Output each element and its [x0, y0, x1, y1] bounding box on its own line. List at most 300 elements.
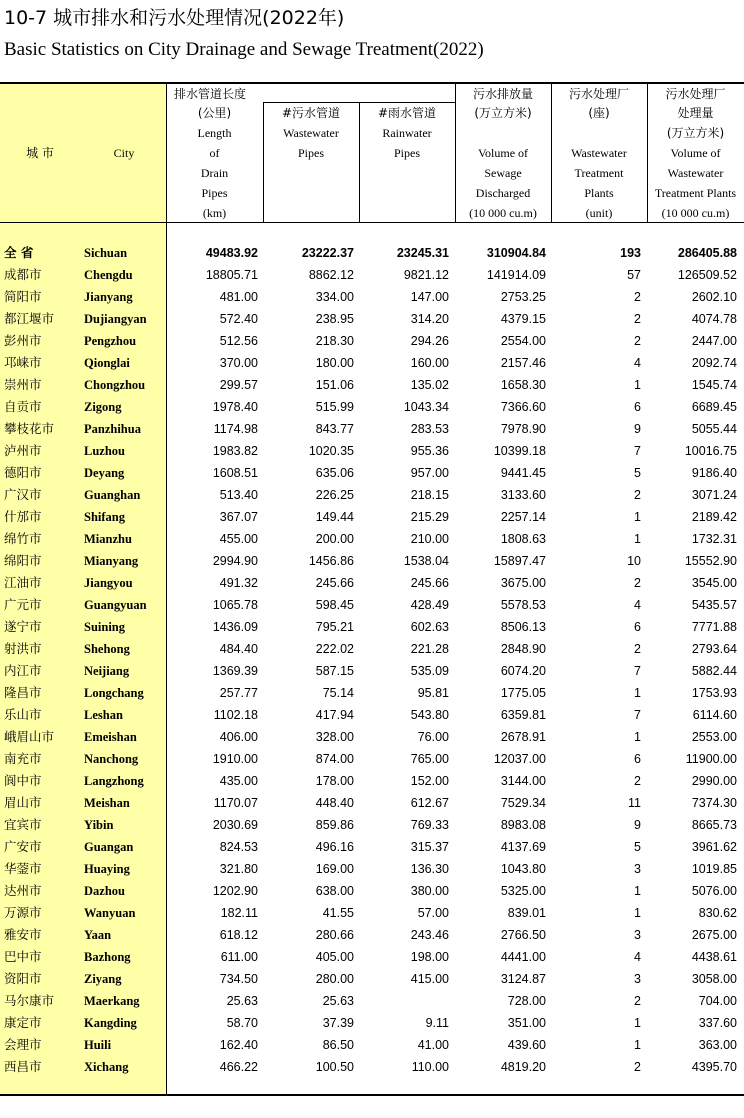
- treatment-plants-value: 2: [634, 312, 641, 326]
- drain-length-value: 162.40: [219, 1038, 258, 1052]
- city-name-cn: 西昌市: [4, 1059, 42, 1074]
- header-treated-en-2: Wastewater: [667, 166, 724, 180]
- wastewater-pipes-value: 75.14: [322, 686, 354, 700]
- treatment-plants-value: 57: [627, 268, 641, 282]
- treated-volume-value: 2602.10: [691, 290, 737, 304]
- treated-volume-value: 2990.00: [691, 774, 737, 788]
- sewage-discharged-value: 12037.00: [493, 752, 546, 766]
- treated-volume-value: 4395.70: [691, 1060, 737, 1074]
- sewage-discharged-value: 4379.15: [500, 312, 546, 326]
- treated-volume-value: 1019.85: [691, 862, 737, 876]
- sewage-discharged-value: 1775.05: [500, 686, 546, 700]
- wastewater-pipes-value: 515.99: [315, 400, 354, 414]
- treated-volume-value: 4438.61: [691, 950, 737, 964]
- sewage-discharged-value: 1658.30: [500, 378, 546, 392]
- table-row: [0, 308, 744, 330]
- header-plants-en-1: Wastewater: [571, 146, 627, 160]
- treatment-plants-value: 1: [634, 906, 641, 920]
- wastewater-pipes-value: 280.00: [315, 972, 354, 986]
- rainwater-pipes-value: 1043.34: [403, 400, 449, 414]
- treatment-plants-value: 1: [634, 686, 641, 700]
- drain-length-value: 1174.98: [213, 422, 258, 436]
- rainwater-pipes-value: 221.28: [410, 642, 449, 656]
- city-name-cn: 遂宁市: [4, 619, 42, 634]
- table-row: [0, 330, 744, 352]
- city-name-en: Suining: [84, 620, 126, 634]
- wastewater-pipes-value: 874.00: [315, 752, 354, 766]
- treatment-plants-value: 1: [634, 510, 641, 524]
- table-row: [0, 924, 744, 946]
- city-name-cn: 什邡市: [4, 509, 42, 524]
- drain-length-value: 321.80: [219, 862, 258, 876]
- city-name-en: Deyang: [84, 466, 125, 480]
- header-plants-en-2: Treatment: [574, 166, 624, 180]
- header-sewage-cn-2: (万立方米): [474, 106, 532, 120]
- treated-volume-value: 1753.93: [691, 686, 737, 700]
- header-plants-cn-2: (座): [588, 106, 610, 120]
- city-name-en: Longchang: [84, 686, 144, 700]
- sewage-discharged-value: 8506.13: [500, 620, 546, 634]
- sewage-discharged-value: 10399.18: [493, 444, 546, 458]
- city-name-en: Dazhou: [84, 884, 125, 898]
- wastewater-pipes-value: 25.63: [322, 994, 354, 1008]
- treatment-plants-value: 2: [634, 334, 641, 348]
- city-name-cn: 达州市: [4, 883, 42, 898]
- city-name-cn: 绵阳市: [4, 553, 42, 568]
- sewage-discharged-value: 439.60: [507, 1038, 546, 1052]
- wastewater-pipes-value: 86.50: [322, 1038, 354, 1052]
- drain-length-value: 1170.07: [213, 796, 258, 810]
- city-name-en: Dujiangyan: [84, 312, 147, 326]
- city-name-en: Huaying: [84, 862, 130, 876]
- table-row: [0, 550, 744, 572]
- wastewater-pipes-value: 238.95: [315, 312, 354, 326]
- drain-length-value: 491.32: [219, 576, 258, 590]
- header-drain-en-5: (km): [202, 206, 227, 220]
- wastewater-pipes-value: 417.94: [315, 708, 354, 722]
- treatment-plants-value: 5: [634, 840, 641, 854]
- wastewater-pipes-value: 1020.35: [308, 444, 354, 458]
- wastewater-pipes-value: 598.45: [315, 598, 354, 612]
- wastewater-pipes-value: 843.77: [315, 422, 354, 436]
- treated-volume-value: 286405.88: [677, 246, 737, 260]
- wastewater-pipes-value: 180.00: [315, 356, 354, 370]
- city-name-cn: 邛崃市: [4, 355, 42, 370]
- drain-length-value: 512.56: [219, 334, 258, 348]
- city-name-en: Yaan: [84, 928, 112, 942]
- treatment-plants-value: 9: [634, 422, 641, 436]
- city-name-cn: 马尔康市: [4, 993, 55, 1008]
- header-drain-unit-cn: (公里): [197, 106, 232, 120]
- treated-volume-value: 9186.40: [691, 466, 737, 480]
- table-row: [0, 638, 744, 660]
- rainwater-pipes-value: 957.00: [410, 466, 449, 480]
- drain-length-value: 299.57: [219, 378, 258, 392]
- city-name-en: Guanghan: [84, 488, 141, 502]
- table-row: [0, 748, 744, 770]
- header-treated-en-3: Treatment Plants: [654, 186, 737, 200]
- city-name-cn: 泸州市: [4, 443, 42, 458]
- sewage-discharged-value: 839.01: [507, 906, 546, 920]
- header-treated-en-4: (10 000 cu.m): [661, 206, 730, 220]
- city-name-en: Huili: [84, 1038, 112, 1052]
- drain-length-value: 481.00: [219, 290, 258, 304]
- treated-volume-value: 10016.75: [684, 444, 737, 458]
- header-plants-en-3: Plants: [584, 186, 614, 200]
- wastewater-pipes-value: 222.02: [315, 642, 354, 656]
- city-name-cn: 简阳市: [4, 289, 42, 304]
- sewage-discharged-value: 7978.90: [500, 422, 546, 436]
- city-name-cn: 广安市: [4, 839, 42, 854]
- city-name-cn: 峨眉山市: [4, 729, 55, 744]
- rainwater-pipes-value: 380.00: [410, 884, 449, 898]
- wastewater-pipes-value: 280.66: [315, 928, 354, 942]
- treatment-plants-value: 1: [634, 1016, 641, 1030]
- treatment-plants-value: 6: [634, 620, 641, 634]
- treated-volume-value: 5435.57: [691, 598, 737, 612]
- page-title-cn: 10-7 城市排水和污水处理情况(2022年): [4, 7, 345, 29]
- drain-length-value: 182.11: [220, 906, 258, 920]
- table-row: [0, 396, 744, 418]
- table-row: [0, 726, 744, 748]
- drain-length-value: 1983.82: [212, 444, 258, 458]
- sewage-discharged-value: 6359.81: [500, 708, 546, 722]
- treatment-plants-value: 4: [634, 356, 641, 370]
- drain-length-value: 1436.09: [212, 620, 258, 634]
- treatment-plants-value: 7: [634, 444, 641, 458]
- drain-length-value: 1102.18: [213, 708, 258, 722]
- rainwater-pipes-value: 315.37: [410, 840, 449, 854]
- city-name-en: Ziyang: [84, 972, 122, 986]
- table-row: [0, 572, 744, 594]
- table-row: [0, 880, 744, 902]
- page-title-en: Basic Statistics on City Drainage and Sewage Treatment(2022): [4, 39, 484, 60]
- wastewater-pipes-value: 795.21: [315, 620, 354, 634]
- treatment-plants-value: 6: [634, 752, 641, 766]
- city-name-en: Bazhong: [84, 950, 131, 964]
- header-rainwater-en-1: Rainwater: [382, 126, 432, 140]
- city-name-cn: 射洪市: [4, 641, 42, 656]
- sewage-discharged-value: 3144.00: [500, 774, 546, 788]
- drain-length-value: 484.40: [219, 642, 258, 656]
- wastewater-pipes-value: 635.06: [315, 466, 354, 480]
- drain-length-value: 1608.51: [212, 466, 258, 480]
- wastewater-pipes-value: 8862.12: [308, 268, 354, 282]
- sewage-discharged-value: 351.00: [507, 1016, 546, 1030]
- wastewater-pipes-value: 169.00: [315, 862, 354, 876]
- city-name-en: Emeishan: [84, 730, 137, 744]
- table-row: [0, 528, 744, 550]
- sewage-discharged-value: 728.00: [507, 994, 546, 1008]
- treated-volume-value: 4074.78: [691, 312, 737, 326]
- drain-length-value: 513.40: [219, 488, 258, 502]
- table-row: [0, 814, 744, 836]
- rainwater-pipes-value: 147.00: [410, 290, 449, 304]
- treatment-plants-value: 1: [634, 378, 641, 392]
- sewage-discharged-value: 1808.63: [500, 532, 546, 546]
- city-name-en: Mianyang: [84, 554, 139, 568]
- table-row: [0, 902, 744, 924]
- city-name-en: Guangan: [84, 840, 134, 854]
- city-name-en: Wanyuan: [84, 906, 136, 920]
- city-name-en: Luzhou: [84, 444, 125, 458]
- rainwater-pipes-value: 765.00: [410, 752, 449, 766]
- rainwater-pipes-value: 535.09: [410, 664, 449, 678]
- city-name-cn: 成都市: [4, 267, 42, 282]
- treated-volume-value: 7374.30: [691, 796, 737, 810]
- city-name-en: Pengzhou: [84, 334, 137, 348]
- treated-volume-value: 3058.00: [691, 972, 737, 986]
- table-bottom-border: [0, 1094, 744, 1096]
- treatment-plants-value: 10: [627, 554, 641, 568]
- drain-length-value: 618.12: [219, 928, 258, 942]
- rainwater-pipes-value: 314.20: [410, 312, 449, 326]
- treated-volume-value: 7771.88: [691, 620, 737, 634]
- table-row: [0, 352, 744, 374]
- city-name-cn: 全 省: [4, 245, 34, 260]
- sewage-discharged-value: 8983.08: [500, 818, 546, 832]
- wastewater-pipes-value: 100.50: [315, 1060, 354, 1074]
- sewage-discharged-value: 1043.80: [500, 862, 546, 876]
- treated-volume-value: 2447.00: [691, 334, 737, 348]
- header-treated-cn-1: 污水处理厂: [665, 87, 726, 101]
- city-name-cn: 都江堰市: [4, 311, 55, 326]
- city-name-en: Jiangyou: [84, 576, 133, 590]
- header-sewage-en-3: Discharged: [475, 186, 531, 200]
- treated-volume-value: 15552.90: [684, 554, 737, 568]
- rainwater-pipes-value: 152.00: [410, 774, 449, 788]
- rainwater-pipes-value: 198.00: [410, 950, 449, 964]
- city-name-cn: 宜宾市: [4, 817, 42, 832]
- table-row: [0, 770, 744, 792]
- city-name-en: Qionglai: [84, 356, 130, 370]
- header-treated-cn-3: (万立方米): [666, 126, 725, 140]
- rainwater-pipes-value: 283.53: [410, 422, 449, 436]
- drain-length-value: 572.40: [219, 312, 258, 326]
- treatment-plants-value: 7: [634, 664, 641, 678]
- wastewater-pipes-value: 405.00: [315, 950, 354, 964]
- rainwater-pipes-value: 1538.04: [403, 554, 449, 568]
- treatment-plants-value: 1: [634, 532, 641, 546]
- treated-volume-value: 3961.62: [691, 840, 737, 854]
- table-row: [0, 418, 744, 440]
- treatment-plants-value: 2: [634, 1060, 641, 1074]
- city-name-cn: 阆中市: [4, 773, 42, 788]
- rainwater-pipes-value: 23245.31: [396, 246, 449, 260]
- treatment-plants-value: 2: [634, 994, 641, 1008]
- rainwater-pipes-value: 41.00: [417, 1038, 449, 1052]
- rainwater-pipes-value: 602.63: [410, 620, 449, 634]
- city-name-cn: 巴中市: [4, 949, 42, 964]
- drain-length-value: 2994.90: [212, 554, 258, 568]
- wastewater-pipes-value: 218.30: [315, 334, 354, 348]
- rainwater-pipes-value: 428.49: [410, 598, 449, 612]
- city-name-cn: 隆昌市: [4, 685, 42, 700]
- city-name-en: Leshan: [84, 708, 123, 722]
- header-plants-en-4: (unit): [585, 206, 613, 220]
- treatment-plants-value: 2: [634, 642, 641, 656]
- wastewater-pipes-value: 23222.37: [301, 246, 354, 260]
- treated-volume-value: 8665.73: [691, 818, 737, 832]
- treated-volume-value: 5055.44: [691, 422, 737, 436]
- drain-length-value: 1978.40: [212, 400, 258, 414]
- rainwater-pipes-value: 612.67: [410, 796, 449, 810]
- treated-volume-value: 2092.74: [691, 356, 737, 370]
- drain-length-value: 466.22: [219, 1060, 258, 1074]
- treated-volume-value: 2553.00: [691, 730, 737, 744]
- wastewater-pipes-value: 37.39: [322, 1016, 354, 1030]
- header-drain-group: 排水管道长度: [174, 87, 247, 101]
- city-name-en: Mianzhu: [84, 532, 132, 546]
- header-sewage-en-4: (10 000 cu.m): [469, 206, 537, 220]
- table-row: [0, 440, 744, 462]
- table-row: [0, 704, 744, 726]
- header-drain-en-4: Pipes: [201, 186, 228, 200]
- city-name-cn: 内江市: [4, 663, 42, 678]
- drain-length-value: 49483.92: [205, 246, 258, 260]
- city-name-en: Guangyuan: [84, 598, 147, 612]
- rainwater-pipes-value: 9821.12: [403, 268, 449, 282]
- treatment-plants-value: 3: [634, 862, 641, 876]
- city-name-cn: 会理市: [4, 1037, 42, 1052]
- sewage-discharged-value: 3675.00: [500, 576, 546, 590]
- treatment-plants-value: 2: [634, 576, 641, 590]
- sewage-discharged-value: 2257.14: [500, 510, 546, 524]
- city-name-en: Shehong: [84, 642, 130, 656]
- drain-length-value: 58.70: [226, 1016, 258, 1030]
- header-treated-en-1: Volume of: [670, 146, 721, 160]
- wastewater-pipes-value: 496.16: [315, 840, 354, 854]
- treated-volume-value: 3545.00: [691, 576, 737, 590]
- treated-volume-value: 2189.42: [691, 510, 737, 524]
- sewage-discharged-value: 7529.34: [500, 796, 546, 810]
- drain-length-value: 1065.78: [212, 598, 258, 612]
- city-name-en: Nanchong: [84, 752, 139, 766]
- city-name-cn: 乐山市: [4, 707, 42, 722]
- sewage-discharged-value: 4137.69: [500, 840, 546, 854]
- city-name-en: Chongzhou: [84, 378, 146, 392]
- treated-volume-value: 1545.74: [691, 378, 737, 392]
- header-drain-en-2: of: [209, 146, 220, 160]
- table-row: [0, 286, 744, 308]
- sewage-discharged-value: 2766.50: [500, 928, 546, 942]
- city-name-cn: 资阳市: [4, 971, 42, 986]
- rainwater-pipes-value: 76.00: [417, 730, 449, 744]
- wastewater-pipes-value: 200.00: [315, 532, 354, 546]
- rainwater-pipes-value: 955.36: [410, 444, 449, 458]
- city-name-cn: 江油市: [4, 575, 42, 590]
- city-name-en: Kangding: [84, 1016, 137, 1030]
- treatment-plants-value: 1: [634, 730, 641, 744]
- table-row-total: [0, 242, 744, 264]
- sewage-discharged-value: 2678.91: [500, 730, 546, 744]
- table-row: [0, 1012, 744, 1034]
- treated-volume-value: 6114.60: [692, 708, 737, 722]
- header-drain-en-1: Length: [197, 126, 232, 140]
- header-city-en: City: [113, 146, 135, 160]
- treated-volume-value: 363.00: [698, 1038, 737, 1052]
- header-drain-en-3: Drain: [200, 166, 229, 180]
- treatment-plants-value: 11: [628, 796, 641, 810]
- sewage-discharged-value: 141914.09: [486, 268, 546, 282]
- table-row: [0, 660, 744, 682]
- header-rainwater-cn: #雨水管道: [377, 106, 437, 120]
- table-row: [0, 594, 744, 616]
- city-name-en: Chengdu: [84, 268, 133, 282]
- table-row: [0, 1056, 744, 1078]
- treatment-plants-value: 4: [634, 950, 641, 964]
- rainwater-pipes-value: 415.00: [410, 972, 449, 986]
- drain-length-value: 1910.00: [212, 752, 258, 766]
- rainwater-pipes-value: 110.00: [411, 1060, 449, 1074]
- treated-volume-value: 830.62: [698, 906, 737, 920]
- header-sewage-en-1: Volume of: [477, 146, 529, 160]
- city-name-en: Maerkang: [84, 994, 140, 1008]
- treated-volume-value: 126509.52: [677, 268, 737, 282]
- drain-length-value: 406.00: [219, 730, 258, 744]
- rainwater-pipes-value: 769.33: [410, 818, 449, 832]
- table-row: [0, 990, 744, 1012]
- header-wastewater-en-1: Wastewater: [283, 126, 339, 140]
- treated-volume-value: 2793.64: [691, 642, 737, 656]
- drain-length-value: 257.77: [219, 686, 258, 700]
- sewage-discharged-value: 3133.60: [500, 488, 546, 502]
- header-sewage-en-2: Sewage: [484, 166, 522, 180]
- header-sewage-cn-1: 污水排放量: [472, 87, 533, 101]
- treatment-plants-value: 3: [634, 928, 641, 942]
- wastewater-pipes-value: 448.40: [315, 796, 354, 810]
- rainwater-pipes-value: 215.29: [410, 510, 449, 524]
- drain-length-value: 734.50: [219, 972, 258, 986]
- city-name-cn: 华蓥市: [4, 861, 42, 876]
- sewage-discharged-value: 310904.84: [486, 246, 546, 260]
- drain-length-value: 18805.71: [205, 268, 258, 282]
- wastewater-pipes-value: 226.25: [315, 488, 354, 502]
- header-city-cn: 城 市: [26, 146, 54, 160]
- treatment-plants-value: 6: [634, 400, 641, 414]
- city-name-cn: 彭州市: [4, 333, 42, 348]
- table-row: [0, 968, 744, 990]
- drain-length-value: 1202.90: [212, 884, 258, 898]
- rainwater-pipes-value: 95.81: [417, 686, 449, 700]
- drain-length-value: 367.07: [219, 510, 258, 524]
- wastewater-pipes-value: 334.00: [315, 290, 354, 304]
- treated-volume-value: 704.00: [698, 994, 737, 1008]
- header-plants-cn-1: 污水处理厂: [568, 87, 629, 101]
- rainwater-pipes-value: 135.02: [410, 378, 449, 392]
- rainwater-pipes-value: 243.46: [410, 928, 449, 942]
- drain-length-value: 824.53: [219, 840, 258, 854]
- wastewater-pipes-value: 1456.86: [308, 554, 354, 568]
- sewage-discharged-value: 2753.25: [500, 290, 546, 304]
- drain-length-value: 1369.39: [212, 664, 258, 678]
- city-name-en: Meishan: [84, 796, 130, 810]
- city-name-cn: 崇州市: [4, 377, 42, 392]
- wastewater-pipes-value: 587.15: [315, 664, 354, 678]
- city-name-en: Sichuan: [84, 246, 128, 260]
- city-name-en: Shifang: [84, 510, 125, 524]
- treatment-plants-value: 1: [634, 1038, 641, 1052]
- table-row: [0, 858, 744, 880]
- wastewater-pipes-value: 245.66: [315, 576, 354, 590]
- table-row: [0, 946, 744, 968]
- city-name-cn: 南充市: [4, 751, 42, 766]
- treatment-plants-value: 9: [634, 818, 641, 832]
- table-row: [0, 264, 744, 286]
- header-wastewater-cn: #污水管道: [281, 106, 341, 120]
- rainwater-pipes-value: 245.66: [410, 576, 449, 590]
- treatment-plants-value: 3: [634, 972, 641, 986]
